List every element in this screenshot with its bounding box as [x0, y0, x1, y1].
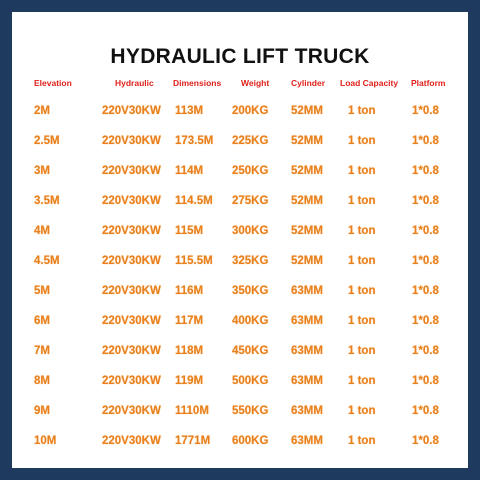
- table-row: [12, 345, 468, 365]
- elevation-cell: 5M: [34, 285, 50, 297]
- table-row: [12, 135, 468, 155]
- elevation-cell: 3M: [34, 165, 50, 177]
- platform-cell: 1*0.8: [412, 375, 439, 387]
- hydraulic-cell: 220V30KW: [102, 225, 161, 237]
- weight-cell: 225KG: [232, 135, 269, 147]
- load-capacity-cell: 1 ton: [348, 285, 376, 297]
- weight-cell: 250KG: [232, 165, 269, 177]
- weight-cell: 500KG: [232, 375, 269, 387]
- platform-cell: 1*0.8: [412, 255, 439, 267]
- weight-cell: 350KG: [232, 285, 269, 297]
- weight-cell: 550KG: [232, 405, 269, 417]
- weight-cell: 200KG: [232, 105, 269, 117]
- elevation-cell: 2M: [34, 105, 50, 117]
- dimensions-cell: 115M: [175, 225, 204, 237]
- header-platform: Platform: [411, 78, 446, 88]
- platform-cell: 1*0.8: [412, 225, 439, 237]
- dimensions-cell: 116M: [175, 285, 204, 297]
- cylinder-cell: 52MM: [291, 135, 323, 147]
- hydraulic-cell: 220V30KW: [102, 285, 161, 297]
- table-row: [12, 435, 468, 455]
- platform-cell: 1*0.8: [412, 165, 439, 177]
- table-row: [12, 315, 468, 335]
- table-row: [12, 165, 468, 185]
- weight-cell: 300KG: [232, 225, 269, 237]
- elevation-cell: 6M: [34, 315, 50, 327]
- cylinder-cell: 63MM: [291, 345, 323, 357]
- hydraulic-cell: 220V30KW: [102, 105, 161, 117]
- hydraulic-cell: 220V30KW: [102, 165, 161, 177]
- elevation-cell: 9M: [34, 405, 50, 417]
- platform-cell: 1*0.8: [412, 405, 439, 417]
- hydraulic-cell: 220V30KW: [102, 435, 161, 447]
- load-capacity-cell: 1 ton: [348, 195, 376, 207]
- dimensions-cell: 115.5M: [175, 255, 213, 267]
- table-row: [12, 405, 468, 425]
- platform-cell: 1*0.8: [412, 135, 439, 147]
- load-capacity-cell: 1 ton: [348, 225, 376, 237]
- elevation-cell: 4.5M: [34, 255, 60, 267]
- header-weight: Weight: [241, 78, 270, 88]
- dimensions-cell: 1110M: [175, 405, 209, 417]
- header-dimensions: Dimensions: [173, 78, 222, 88]
- weight-cell: 325KG: [232, 255, 269, 267]
- hydraulic-cell: 220V30KW: [102, 315, 161, 327]
- platform-cell: 1*0.8: [412, 285, 439, 297]
- dimensions-cell: 114M: [175, 165, 204, 177]
- hydraulic-cell: 220V30KW: [102, 375, 161, 387]
- table-row: [12, 285, 468, 305]
- load-capacity-cell: 1 ton: [348, 435, 376, 447]
- load-capacity-cell: 1 ton: [348, 345, 376, 357]
- table-row: [12, 105, 468, 125]
- hydraulic-cell: 220V30KW: [102, 345, 161, 357]
- elevation-cell: 3.5M: [34, 195, 60, 207]
- cylinder-cell: 63MM: [291, 285, 323, 297]
- load-capacity-cell: 1 ton: [348, 255, 376, 267]
- platform-cell: 1*0.8: [412, 435, 439, 447]
- elevation-cell: 2.5M: [34, 135, 60, 147]
- header-hydraulic: Hydraulic: [115, 78, 154, 88]
- dimensions-cell: 1771M: [175, 435, 211, 447]
- hydraulic-cell: 220V30KW: [102, 135, 161, 147]
- hydraulic-cell: 220V30KW: [102, 195, 161, 207]
- cylinder-cell: 52MM: [291, 195, 323, 207]
- table-row: [12, 375, 468, 395]
- dimensions-cell: 118M: [175, 345, 204, 357]
- elevation-cell: 8M: [34, 375, 50, 387]
- weight-cell: 600KG: [232, 435, 269, 447]
- weight-cell: 400KG: [232, 315, 269, 327]
- cylinder-cell: 52MM: [291, 105, 323, 117]
- page-title: HYDRAULIC LIFT TRUCK: [110, 45, 370, 68]
- table-row: [12, 225, 468, 245]
- cylinder-cell: 63MM: [291, 435, 323, 447]
- dimensions-cell: 117M: [175, 315, 204, 327]
- dimensions-cell: 113M: [175, 105, 204, 117]
- platform-cell: 1*0.8: [412, 105, 439, 117]
- cylinder-cell: 63MM: [291, 315, 323, 327]
- elevation-cell: 4M: [34, 225, 50, 237]
- cylinder-cell: 63MM: [291, 375, 323, 387]
- hydraulic-cell: 220V30KW: [102, 255, 161, 267]
- spec-sheet: [12, 12, 468, 468]
- load-capacity-cell: 1 ton: [348, 375, 376, 387]
- table-row: [12, 255, 468, 275]
- header-cylinder: Cylinder: [291, 78, 326, 88]
- header-load-capacity: Load Capacity: [340, 78, 399, 88]
- dimensions-cell: 114.5M: [175, 195, 213, 207]
- load-capacity-cell: 1 ton: [348, 315, 376, 327]
- hydraulic-cell: 220V30KW: [102, 405, 161, 417]
- weight-cell: 450KG: [232, 345, 269, 357]
- cylinder-cell: 52MM: [291, 255, 323, 267]
- cylinder-cell: 52MM: [291, 225, 323, 237]
- dimensions-cell: 119M: [175, 375, 204, 387]
- elevation-cell: 7M: [34, 345, 50, 357]
- load-capacity-cell: 1 ton: [348, 405, 376, 417]
- weight-cell: 275KG: [232, 195, 269, 207]
- platform-cell: 1*0.8: [412, 345, 439, 357]
- load-capacity-cell: 1 ton: [348, 165, 376, 177]
- platform-cell: 1*0.8: [412, 315, 439, 327]
- dimensions-cell: 173.5M: [175, 135, 214, 147]
- cylinder-cell: 63MM: [291, 405, 323, 417]
- header-elevation: Elevation: [34, 78, 72, 88]
- load-capacity-cell: 1 ton: [348, 135, 376, 147]
- cylinder-cell: 52MM: [291, 165, 323, 177]
- table-row: [12, 195, 468, 215]
- load-capacity-cell: 1 ton: [348, 105, 376, 117]
- elevation-cell: 10M: [34, 435, 57, 447]
- platform-cell: 1*0.8: [412, 195, 439, 207]
